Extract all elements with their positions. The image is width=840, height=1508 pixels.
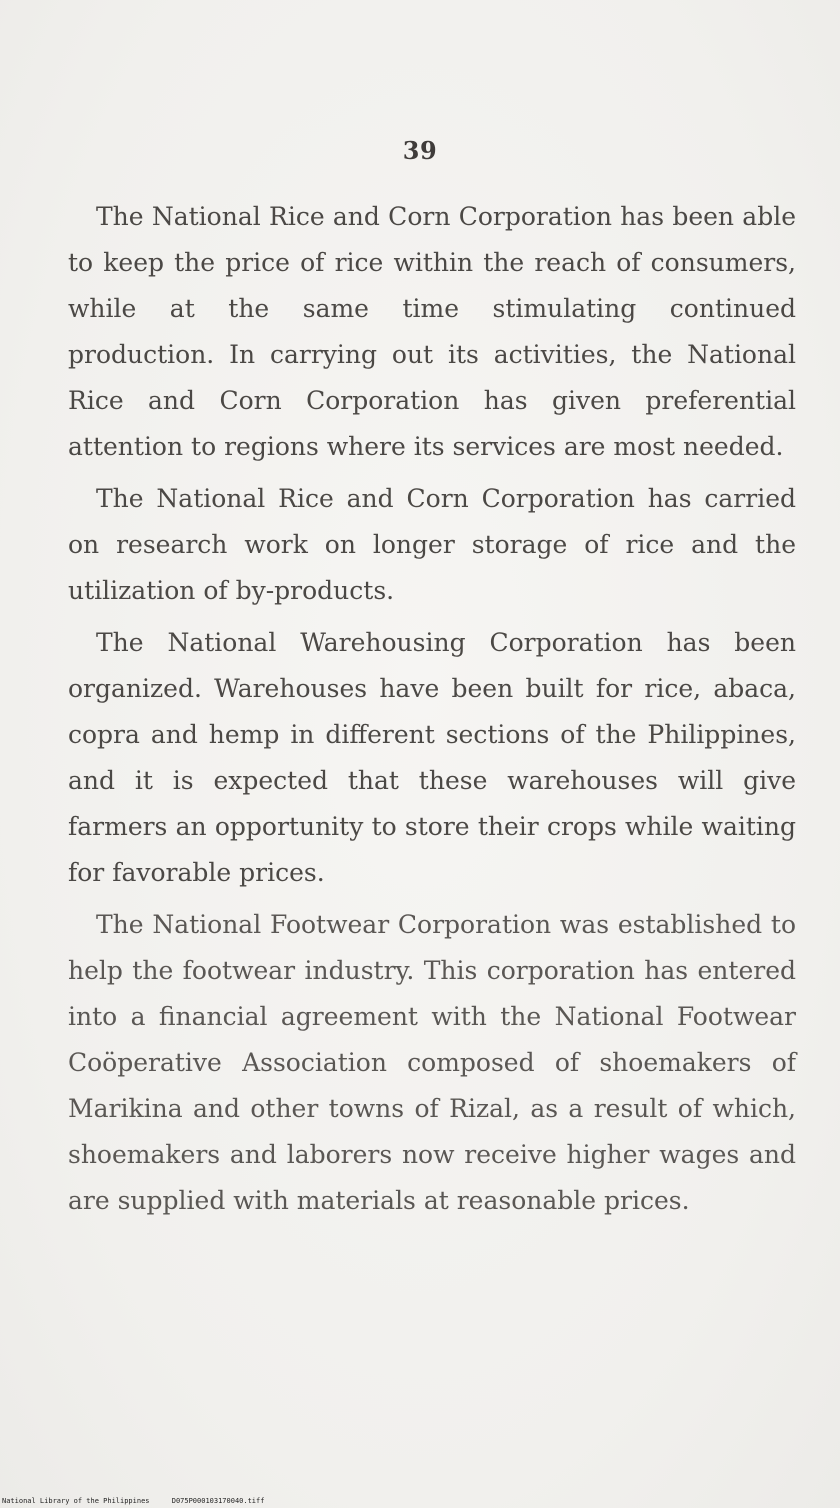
paragraph-footwear: The National Footwear Corporation was established to help the footwear industry. This corporation has entered into a financial agreement with the National Footwear Coöperative Association composed of shoemakers of Marikina and other towns of Rizal, as a result of which, shoemakers and laborers now receive higher wages and are supplied with materials at reasonable prices.	[68, 910, 796, 1215]
scan-footer	[2, 1497, 264, 1505]
footer-library: National Library of the Philippines	[2, 1497, 150, 1505]
paragraph-warehousing: The National Warehousing Corporation has been organized. Warehouses have been built for rice, abaca, copra and hemp in different sections of the Philippines, and it is expected that these warehouses will give farmers an opportunity to store their crops while waiting for favorable prices.	[68, 628, 796, 887]
paragraph-rice-research: The National Rice and Corn Corporation has carried on research work on longer storage of rice and the utilization of by-products.	[68, 484, 796, 605]
body-text	[68, 194, 796, 1230]
footer-file: D075P000103170040.tiff	[171, 1497, 265, 1505]
paragraph-rice-corn-prices: The National Rice and Corn Corporation has been able to keep the price of rice within the reach of consumers, while at the same time stimulating continued production. In carrying out its activities, the National Rice and Corn Corporation has given preferential attention to regions where its services are most needed.	[68, 202, 796, 461]
page-number: 39	[402, 136, 438, 165]
